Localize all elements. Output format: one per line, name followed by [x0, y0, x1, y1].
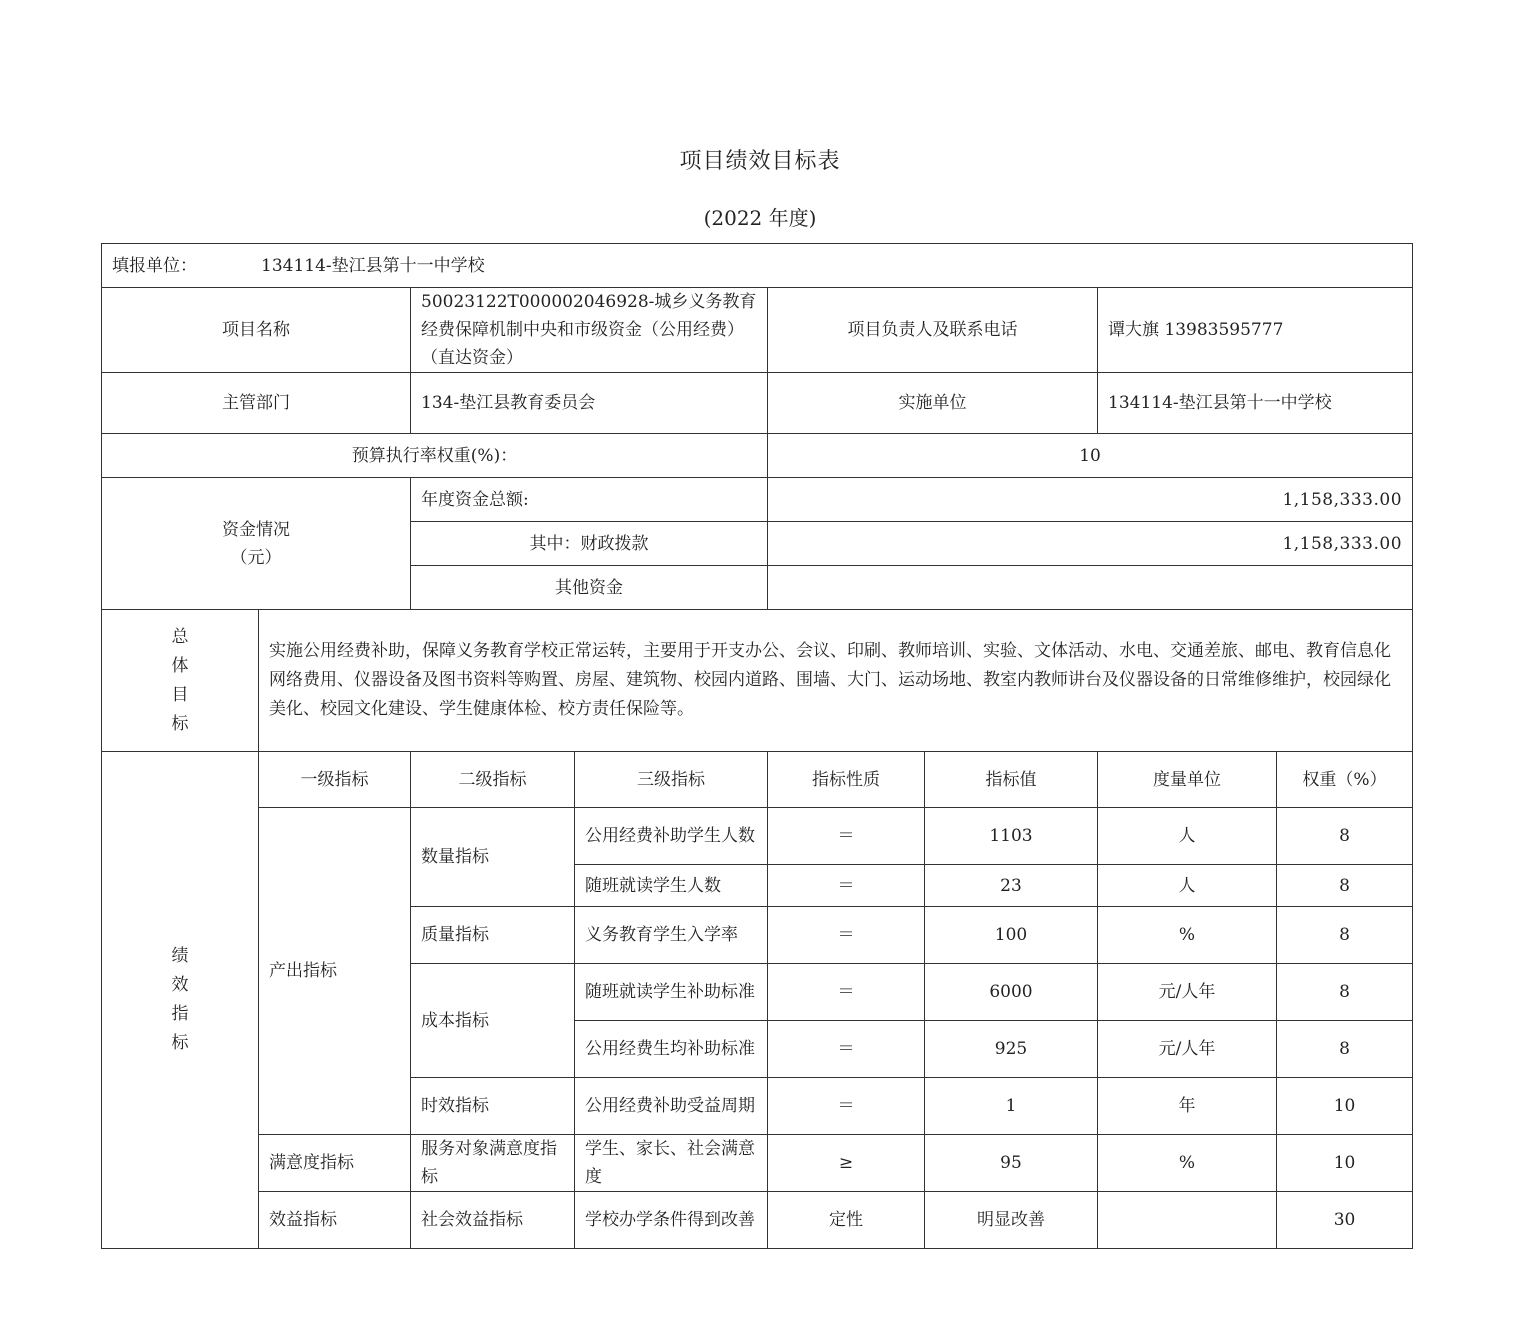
funds-label-line2: （元） [230, 547, 282, 568]
indicator-unit [1098, 1192, 1277, 1249]
indicator-name: 随班就读学生补助标准 [575, 964, 768, 1021]
indicator-weight: 8 [1277, 865, 1413, 907]
funds-other-label: 其他资金 [411, 566, 768, 610]
reporting-unit-cell [102, 244, 1413, 288]
overall-goal-text: 实施公用经费补助，保障义务教育学校正常运转，主要用于开支办公、会议、印刷、教师培训、实验、文体活动、水电、交通差旅、邮电、教育信息化网络费用、仪器设备及图书资料等购置、房屋、建筑物、校园内道路、围墙、大门、运动场地、教室内教师讲台及仪器设备的日常维修维护，校园绿化美化、校园文化建设、学生健康体检、校方责任保险等。 [259, 610, 1413, 752]
implementing-unit-value: 134114-垫江县第十一中学校 [1098, 373, 1413, 434]
indicator-unit: 年 [1098, 1078, 1277, 1135]
funds-label [102, 478, 411, 610]
indicator-name: 公用经费补助受益周期 [575, 1078, 768, 1135]
indicator-nature: ＝ [768, 907, 925, 964]
column-header: 二级指标 [411, 752, 575, 808]
indicator-name: 义务教育学生入学率 [575, 907, 768, 964]
indicator-nature: ＝ [768, 964, 925, 1021]
funds-other-value [768, 566, 1413, 610]
indicator-name: 公用经费生均补助标准 [575, 1021, 768, 1078]
indicator-value: 明显改善 [925, 1192, 1098, 1249]
table-row [102, 1135, 1413, 1192]
column-header: 三级指标 [575, 752, 768, 808]
budget-weight-label: 预算执行率权重(%)： [102, 434, 768, 478]
indicator-value: 100 [925, 907, 1098, 964]
indicator-unit: 人 [1098, 808, 1277, 865]
funds-total-label: 年度资金总额: [411, 478, 768, 522]
indicator-name: 学校办学条件得到改善 [575, 1192, 768, 1249]
implementing-unit-label: 实施单位 [768, 373, 1098, 434]
indicator-value: 6000 [925, 964, 1098, 1021]
column-header: 度量单位 [1098, 752, 1277, 808]
indicator-nature: ＝ [768, 865, 925, 907]
table-row [102, 1192, 1413, 1249]
indicator-nature: ＝ [768, 1021, 925, 1078]
level2-service: 服务对象满意度指标 [411, 1135, 575, 1192]
indicator-unit: 人 [1098, 865, 1277, 907]
department-label: 主管部门 [102, 373, 411, 434]
funds-label-line1: 资金情况 [222, 519, 290, 540]
level2-social: 社会效益指标 [411, 1192, 575, 1249]
goal-label-char: 体 [171, 655, 189, 676]
funds-total-row [102, 478, 1413, 522]
indicator-weight: 8 [1277, 1021, 1413, 1078]
indicator-unit: % [1098, 1135, 1277, 1192]
indicator-label-char: 标 [171, 1033, 189, 1053]
column-header: 一级指标 [259, 752, 411, 808]
level2-quantity: 数量指标 [411, 808, 575, 907]
indicator-unit: 元/人年 [1098, 964, 1277, 1021]
indicator-value: 925 [925, 1021, 1098, 1078]
indicator-name: 学生、家长、社会满意度 [575, 1135, 768, 1192]
goal-label-char: 目 [171, 684, 189, 705]
level2-timeliness: 时效指标 [411, 1078, 575, 1135]
level2-cost: 成本指标 [411, 964, 575, 1078]
level1-satisfaction: 满意度指标 [259, 1135, 411, 1192]
indicator-weight: 10 [1277, 1135, 1413, 1192]
budget-weight-value: 10 [768, 434, 1413, 478]
column-header: 指标性质 [768, 752, 925, 808]
level2-quality: 质量指标 [411, 907, 575, 964]
funds-fiscal-label: 其中：财政拨款 [411, 522, 768, 566]
project-contact-label: 项目负责人及联系电话 [768, 288, 1098, 373]
overall-goal-label [102, 610, 259, 752]
indicator-unit: % [1098, 907, 1277, 964]
indicator-nature: ＝ [768, 808, 925, 865]
table-row [102, 808, 1413, 865]
indicator-weight: 8 [1277, 907, 1413, 964]
reporting-unit-label: 填报单位： [112, 255, 197, 276]
reporting-unit-value: 134114-垫江县第十一中学校 [261, 255, 485, 276]
indicator-name: 公用经费补助学生人数 [575, 808, 768, 865]
indicator-value: 1 [925, 1078, 1098, 1135]
indicator-name: 随班就读学生人数 [575, 865, 768, 907]
indicator-nature: 定性 [768, 1192, 925, 1249]
overall-goal-row [102, 610, 1413, 752]
indicator-value: 95 [925, 1135, 1098, 1192]
document-subtitle: (2022 年度) [703, 206, 817, 230]
funds-fiscal-value: 1,158,333.00 [768, 522, 1413, 566]
goal-label-char: 总 [171, 626, 189, 647]
project-contact-value: 谭大旗 13983595777 [1098, 288, 1413, 373]
indicator-label-char: 绩 [171, 946, 189, 966]
reporting-unit-row [102, 244, 1413, 288]
indicator-value: 1103 [925, 808, 1098, 865]
indicator-value: 23 [925, 865, 1098, 907]
indicator-unit: 元/人年 [1098, 1021, 1277, 1078]
document-title: 项目绩效目标表 [679, 149, 841, 174]
indicator-weight: 30 [1277, 1192, 1413, 1249]
column-header: 权重（%） [1277, 752, 1413, 808]
level1-benefit: 效益指标 [259, 1192, 411, 1249]
goal-label-char: 标 [171, 713, 189, 734]
department-row [102, 373, 1413, 434]
indicator-weight: 10 [1277, 1078, 1413, 1135]
budget-weight-row [102, 434, 1413, 478]
column-header: 指标值 [925, 752, 1098, 808]
indicator-nature: ＝ [768, 1078, 925, 1135]
indicator-weight: 8 [1277, 808, 1413, 865]
indicator-header-row [102, 752, 1413, 808]
indicator-weight: 8 [1277, 964, 1413, 1021]
project-name-value: 50023122T000002046928-城乡义务教育经费保障机制中央和市级资金（公用经费）（直达资金） [411, 288, 768, 373]
project-name-row [102, 288, 1413, 373]
performance-target-table [101, 243, 1413, 1249]
indicator-label-char: 效 [171, 975, 189, 995]
department-value: 134-垫江县教育委员会 [411, 373, 768, 434]
indicator-label-char: 指 [171, 1004, 189, 1024]
project-name-label: 项目名称 [102, 288, 411, 373]
funds-total-value: 1,158,333.00 [768, 478, 1413, 522]
indicator-section-label [102, 752, 259, 1249]
indicator-nature: ≥ [768, 1135, 925, 1192]
level1-output: 产出指标 [259, 808, 411, 1135]
